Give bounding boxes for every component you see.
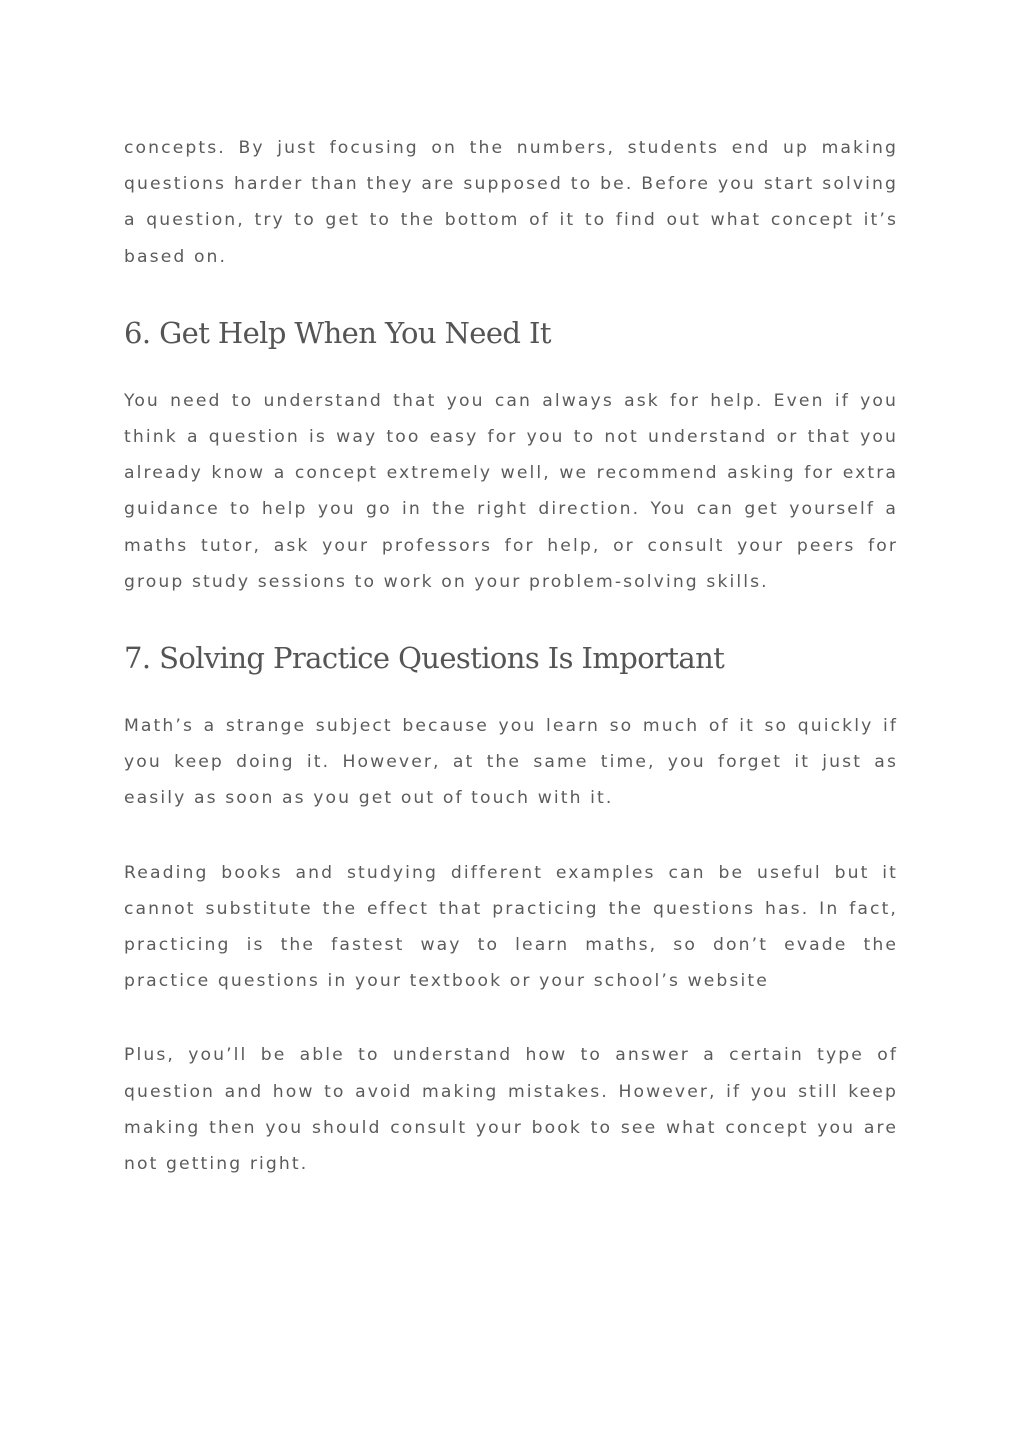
intro-paragraph: concepts. By just focusing on the numbers, students end up making questions harder than they are supposed to be. Before you start solving a question, try to get to the bottom of it to find out what concept it’s based on. [124,138,898,267]
document-page [124,130,898,1182]
section-paragraph: You need to understand that you can always ask for help. Even if you think a question is way too easy for you to not understand or that you already know a concept extremely well, we recommend asking for extra guidance to help you go in the right direction. You can get yourself a maths tutor, ask your professors for help, or consult your peers for group study sessions to work on your problem-solving skills. [124,390,898,592]
section-heading-practice-questions: 7. Solving Practice Questions Is Important [124,641,725,676]
section-paragraph: Plus, you’ll be able to understand how to answer a certain type of question and how to avoid making mistakes. However, if you still keep making then you should consult your book to see what concept you are not getting right. [124,1045,898,1175]
section-paragraph: Math’s a strange subject because you learn so much of it so quickly if you keep doing it. However, at the same time, you forget it just as easily as soon as you get out of touch with it. [124,716,898,809]
section-paragraph: Reading books and studying different examples can be useful but it cannot substitute the effect that practicing the questions has. In fact, practicing is the fastest way to learn maths, so don’t evade the practice questions in your textbook or your school’s website [124,862,898,992]
section-heading-get-help: 6. Get Help When You Need It [124,315,551,350]
